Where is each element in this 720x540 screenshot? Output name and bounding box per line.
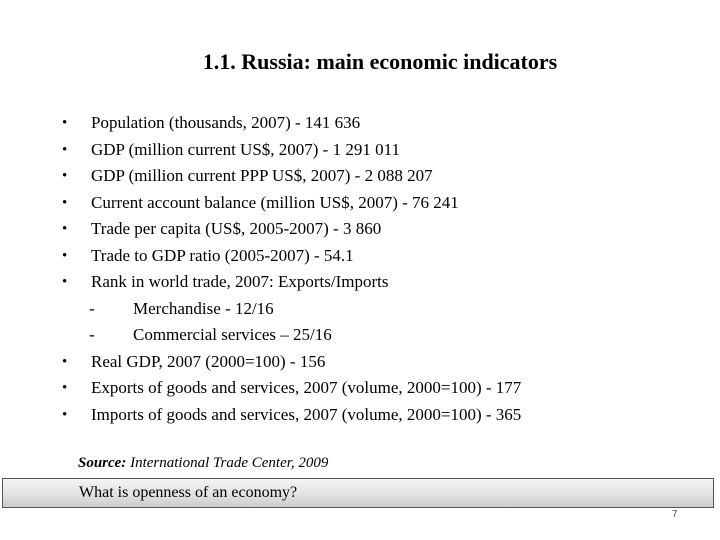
bullet-glyph: • xyxy=(62,353,68,370)
source-note xyxy=(78,452,328,474)
bullet-glyph: • xyxy=(62,115,68,131)
sub-item-dash: - xyxy=(89,298,95,318)
bullet-item xyxy=(60,269,521,296)
bullet-text: GDP (million current PPP US$, 2007) - 2 088 207 xyxy=(91,166,433,185)
bullet-text: Imports of goods and services, 2007 (volume, 2000=100) - 365 xyxy=(91,404,522,424)
bullet-item xyxy=(60,375,521,402)
bullet-glyph: • xyxy=(62,274,68,290)
bullet-glyph: • xyxy=(62,380,68,396)
slide-title: 1.1. Russia: main economic indicators xyxy=(202,49,558,74)
indicator-list xyxy=(60,110,521,428)
bullet-glyph: • xyxy=(62,221,68,237)
source-label: Source: xyxy=(78,455,127,471)
sub-item xyxy=(60,296,521,323)
sub-item-text: Merchandise - 12/16 xyxy=(133,298,274,318)
bullet-text: Real GDP, 2007 (2000=100) - 156 xyxy=(91,351,326,371)
bullet-item xyxy=(60,216,521,243)
bullet-text: Current account balance (million US$, 2007) - 76 241 xyxy=(91,192,459,212)
bullet-item xyxy=(60,349,521,376)
bullet-text: Trade per capita (US$, 2005-2007) - 3 860 xyxy=(91,219,382,238)
bullet-text: Rank in world trade, 2007: Exports/Imports xyxy=(91,272,389,291)
bullet-glyph: • xyxy=(62,247,68,264)
bullet-item xyxy=(60,190,521,217)
sub-item xyxy=(60,322,521,349)
question-bar xyxy=(2,478,714,508)
bullet-item xyxy=(60,110,521,137)
sub-item-text: Commercial services – 25/16 xyxy=(133,325,332,344)
bullet-glyph: • xyxy=(62,406,68,423)
bullet-glyph: • xyxy=(62,168,68,184)
page-number: 7 xyxy=(672,509,678,520)
bullet-text: Population (thousands, 2007) - 141 636 xyxy=(91,113,361,132)
bullet-text: Exports of goods and services, 2007 (volume, 2000=100) - 177 xyxy=(91,378,522,397)
bullet-text: Trade to GDP ratio (2005-2007) - 54.1 xyxy=(91,245,354,265)
bullet-item xyxy=(60,402,521,429)
sub-item-dash: - xyxy=(89,325,95,344)
source-text: International Trade Center, 2009 xyxy=(126,455,329,471)
bullet-item xyxy=(60,243,521,270)
bullet-glyph: • xyxy=(62,194,68,211)
bullet-text: GDP (million current US$, 2007) - 1 291 011 xyxy=(91,139,400,159)
bullet-item xyxy=(60,163,521,190)
question-text: What is openness of an economy? xyxy=(79,484,298,501)
bullet-glyph: • xyxy=(62,141,68,158)
bullet-item xyxy=(60,137,521,164)
